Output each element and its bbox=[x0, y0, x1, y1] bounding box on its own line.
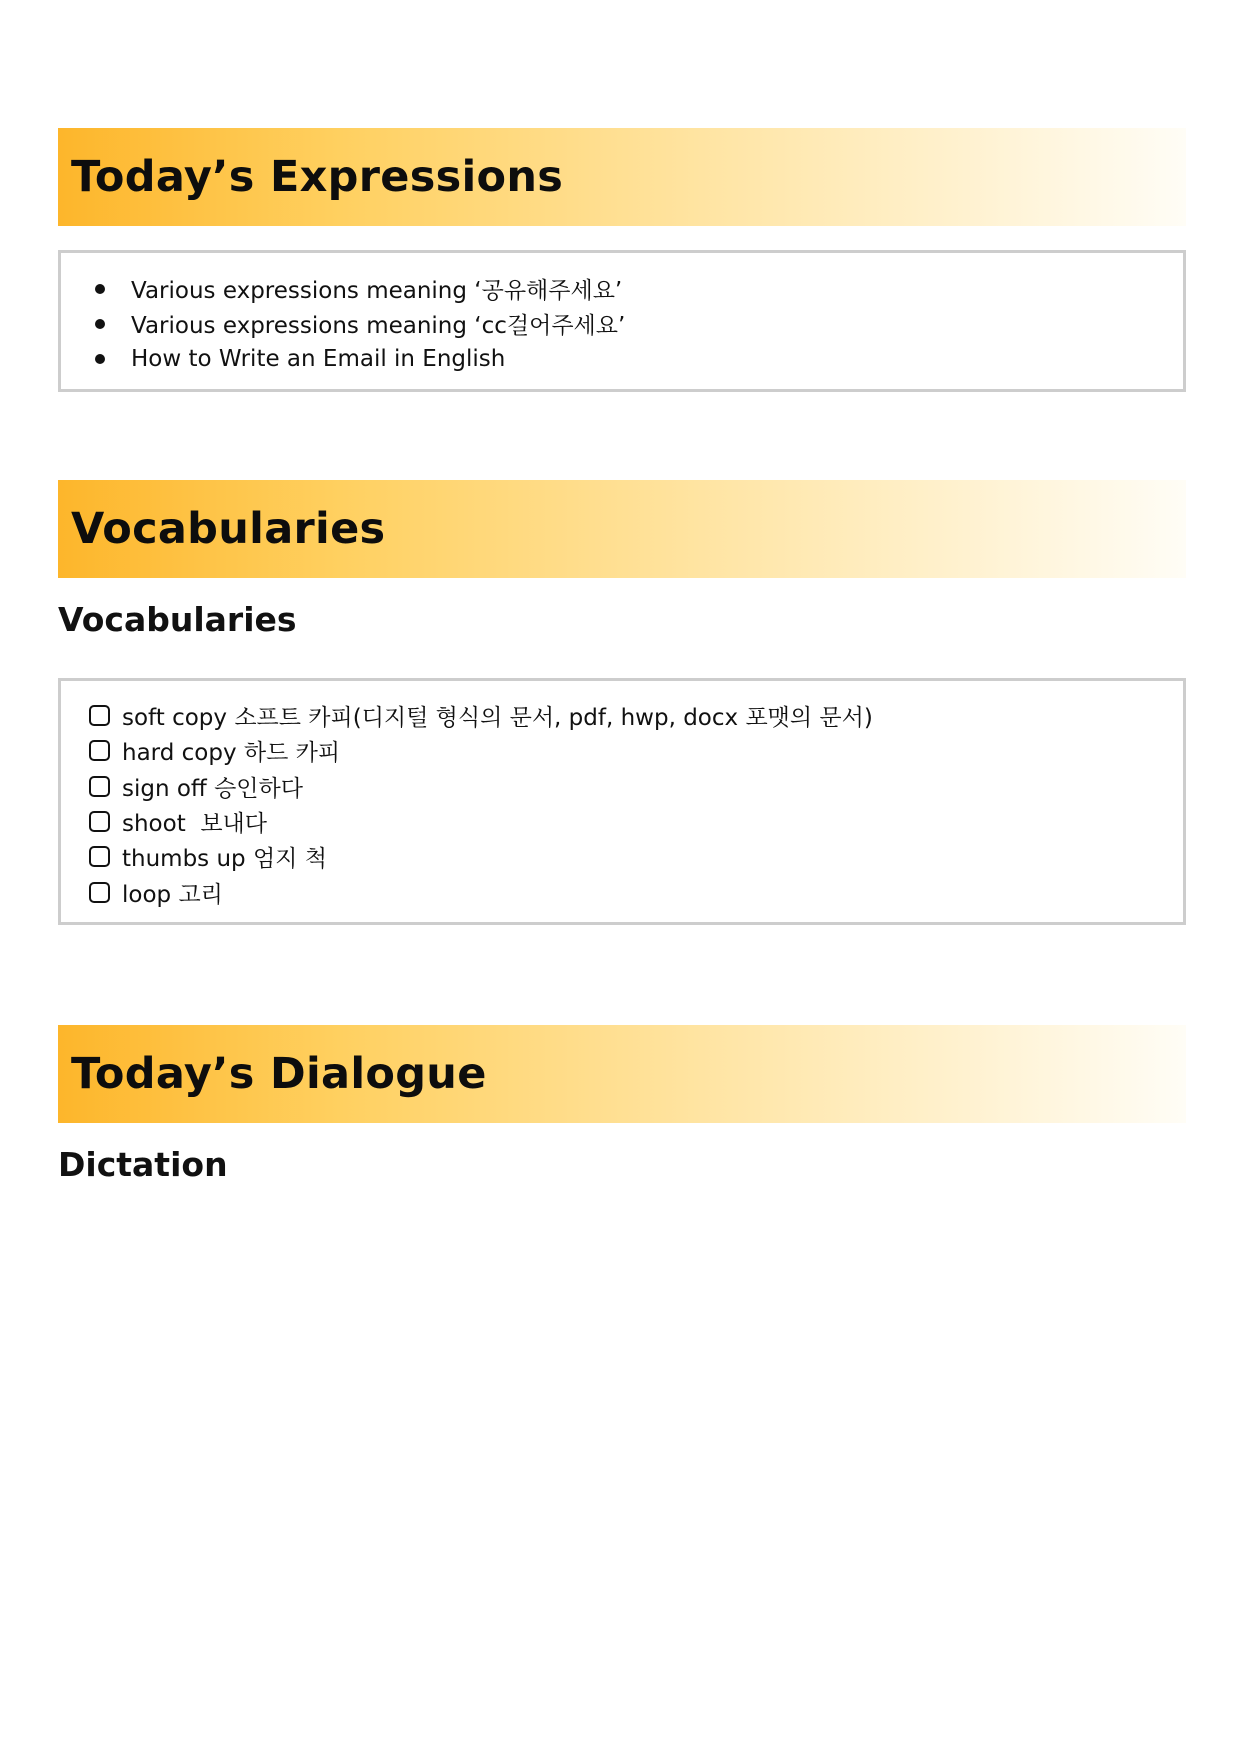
checklist-item-text: soft copy 소프트 카피(디지털 형식의 문서, pdf, hwp, docx 포맷의 문서) bbox=[122, 705, 873, 732]
dictation-subheading: Dictation bbox=[58, 1145, 228, 1184]
checklist-item bbox=[89, 839, 1183, 874]
vocabularies-subheading: Vocabularies bbox=[58, 600, 297, 639]
checkbox[interactable] bbox=[89, 811, 110, 832]
checklist-item-text: thumbs up 엄지 척 bbox=[122, 846, 327, 873]
checklist-item bbox=[89, 804, 1183, 839]
checklist-item-text: shoot 보내다 bbox=[122, 811, 267, 838]
checkbox[interactable] bbox=[89, 846, 110, 867]
vocabularies-banner bbox=[58, 480, 1186, 578]
checklist-item bbox=[89, 733, 1183, 768]
list-item bbox=[95, 271, 1183, 306]
checkbox[interactable] bbox=[89, 740, 110, 761]
checklist-item-text: hard copy 하드 카피 bbox=[122, 740, 341, 767]
checkbox[interactable] bbox=[89, 882, 110, 903]
expressions-banner bbox=[58, 128, 1186, 226]
vocabularies-title: Vocabularies bbox=[71, 504, 386, 554]
vocabulary-checklist bbox=[61, 681, 1183, 910]
list-item-text: Various expressions meaning ‘cc걸어주세요’ bbox=[131, 313, 626, 339]
bullet-icon bbox=[95, 319, 105, 329]
bullet-icon bbox=[95, 354, 105, 364]
bullet-icon bbox=[95, 284, 105, 294]
checklist-item-text: sign off 승인하다 bbox=[122, 775, 303, 802]
checkbox[interactable] bbox=[89, 705, 110, 726]
list-item-text: How to Write an Email in English bbox=[131, 345, 506, 372]
expressions-box bbox=[58, 250, 1186, 392]
dialogue-title: Today’s Dialogue bbox=[71, 1049, 487, 1099]
expressions-list bbox=[61, 253, 1183, 376]
dialogue-banner bbox=[58, 1025, 1186, 1123]
checkbox[interactable] bbox=[89, 776, 110, 797]
checklist-item bbox=[89, 769, 1183, 804]
vocabularies-box bbox=[58, 678, 1186, 925]
expressions-title: Today’s Expressions bbox=[71, 152, 564, 202]
checklist-item bbox=[89, 698, 1183, 733]
checklist-item-text: loop 고리 bbox=[122, 881, 223, 908]
checklist-item bbox=[89, 874, 1183, 909]
list-item-text: Various expressions meaning ‘공유해주세요’ bbox=[131, 278, 623, 304]
list-item bbox=[95, 341, 1183, 376]
list-item bbox=[95, 306, 1183, 341]
